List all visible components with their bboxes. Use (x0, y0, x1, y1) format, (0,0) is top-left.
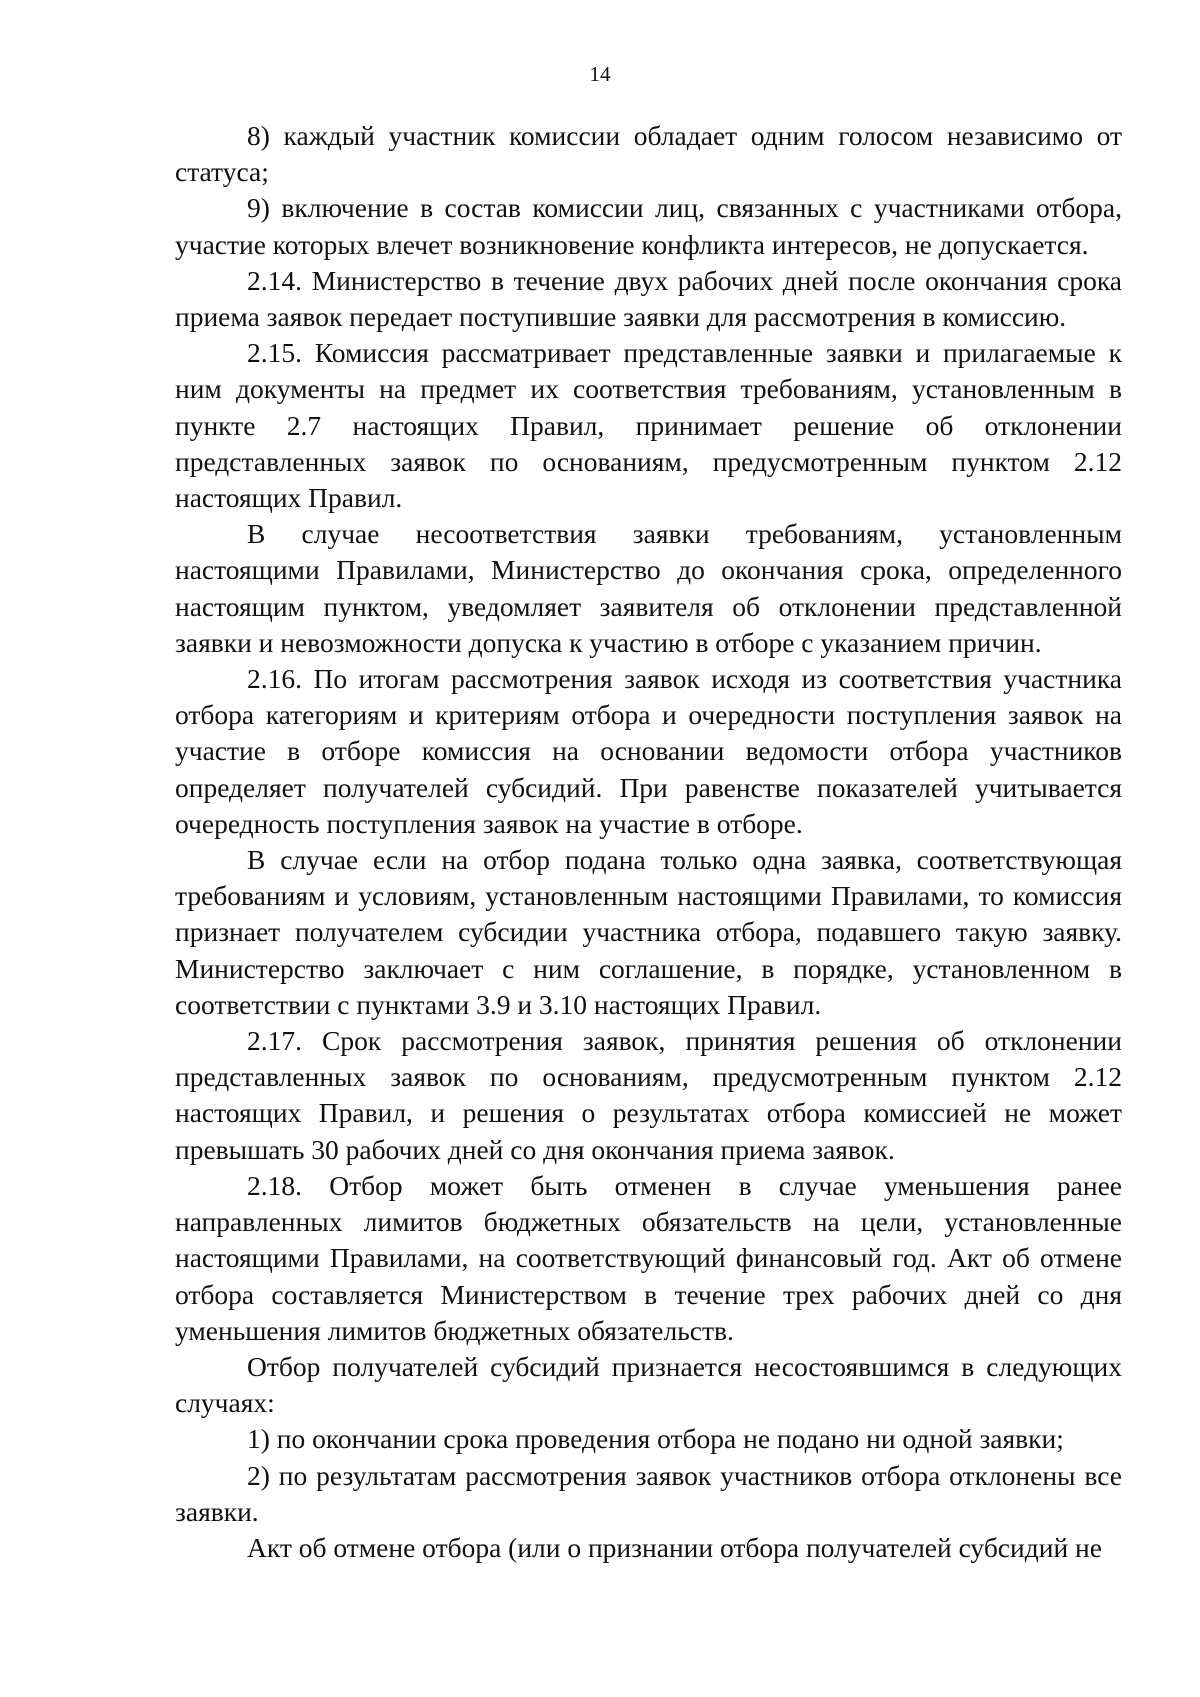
paragraph-2-15-mismatch: В случае несоответствия заявки требованиям, установленным настоящими Правилами, Министерство до окончания срока, определенного настоящим пунктом, уведомляет заявителя об отклонении представленной заявки и невозможности допуска к участию в отборе с указанием причин. (175, 518, 1122, 658)
paragraph-failed-selection: Отбор получателей субсидий признается несостоявшимся в следующих случаях: (175, 1350, 1122, 1419)
document-body (175, 118, 1122, 1566)
paragraph-failed-case-1: 1) по окончании срока проведения отбора не подано ни одной заявки; (247, 1423, 1064, 1455)
paragraph-2-16: 2.16. По итогам рассмотрения заявок исходя из соответствия участника отбора категориям и критериям отбора и очередности поступления заявок на участие в отборе комиссия на основании ведомости отбора участников определяет получателей субсидий. При равенстве показателей учитывается очередность поступления заявок на участие в отборе. (175, 663, 1122, 839)
paragraph-2-16-single-application: В случае если на отбор подана только одна заявка, соответствующая требованиям и условиям, установленным настоящими Правилами, то комиссия признает получателем субсидии участника отбора, подавшего такую заявку. Министерство заключает с ним соглашение, в порядке, установленном в соответствии с пунктами 3.9 и 3.10 настоящих Правил. (175, 844, 1122, 1020)
paragraph-failed-case-2: 2) по результатам рассмотрения заявок участников отбора отклонены все заявки. (175, 1459, 1122, 1527)
paragraph-2-17: 2.17. Срок рассмотрения заявок, принятия решения об отклонении представленных заявок по основаниям, предусмотренным пунктом 2.12 настоящих Правил, и решения о результатах отбора комиссией не может превышать 30 рабочих дней со дня окончания приема заявок. (175, 1025, 1122, 1165)
paragraph-2-14: 2.14. Министерство в течение двух рабочих дней после окончания срока приема заявок передает поступившие заявки для рассмотрения в комиссию. (175, 264, 1122, 333)
page-number: 14 (589, 62, 611, 86)
paragraph-cancellation-act: Акт об отмене отбора (или о признании отбора получателей субсидий не (247, 1531, 1102, 1563)
paragraph-item-8: 8) каждый участник комиссии обладает одним голосом независимо от статуса; (175, 120, 1122, 188)
paragraph-2-15: 2.15. Комиссия рассматривает представленные заявки и прилагаемые к ним документы на предмет их соответствия требованиям, установленным в пункте 2.7 настоящих Правил, принимает решение об отклонении представленных заявок по основаниям, предусмотренным пунктом 2.12 настоящих Правил. (175, 337, 1122, 514)
paragraph-2-18: 2.18. Отбор может быть отменен в случае уменьшения ранее направленных лимитов бюджетных обязательств на цели, установленные настоящими Правилами, на соответствующий финансовый год. Акт об отмене отбора составляется Министерством в течение трех рабочих дней со дня уменьшения лимитов бюджетных обязательств. (175, 1169, 1122, 1346)
paragraph-item-9: 9) включение в состав комиссии лиц, связанных с участниками отбора, участие которых влечет возникновение конфликта интересов, не допускается. (175, 192, 1122, 260)
